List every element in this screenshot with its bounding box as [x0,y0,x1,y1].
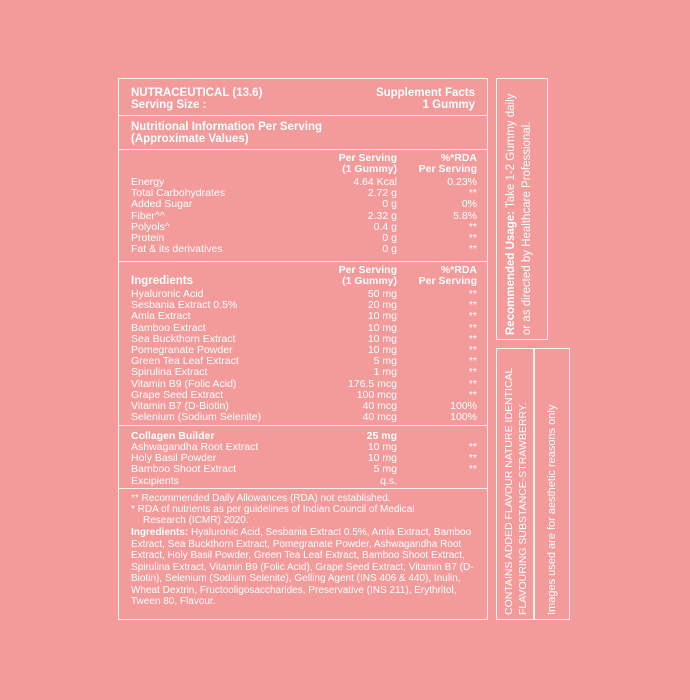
ingredient-row-rda: ** [468,332,477,345]
nutrition-info-title: Nutritional Information Per Serving [131,121,323,133]
collagen-row-value: 5 mg [373,463,397,476]
collagen-row-rda: ** [468,452,477,465]
rda-footnote: ** Recommended Daily Allowances (RDA) not established. [131,493,391,504]
nutrition-row-name: Polyols^ [131,220,170,233]
ingredient-row-name: Vitamin B9 (Folic Acid) [131,377,237,390]
ingredient-row-value: 100 mcg [356,388,397,401]
nutrition-row-name: Fat & its derivatives [131,243,223,256]
nutraceutical-title: NUTRACEUTICAL (13.6) [131,87,263,99]
collagen-row-name: Excipients [131,474,179,487]
ingredients-title: Ingredients [131,275,193,287]
nutrition-row-rda: ** [468,243,477,256]
icmr-footnote: * RDA of nutrients as per guidelines of Indian Council of Medical [131,504,415,515]
nutrition-row-value: 2.72 g [367,187,397,200]
collagen-builder-title: Collagen Builder [131,430,215,442]
collagen-row-name: Bamboo Shoot Extract [131,463,237,476]
flavour-line-1: CONTAINS ADDED FLAVOUR NATURE IDENTICAL [503,367,515,615]
ingredients-rda-header-sub: Per Serving [418,275,477,287]
nutrition-row-rda: 0.23% [447,176,477,188]
divider [119,115,487,116]
ingredient-row-value: 10 mg [367,332,397,345]
recommended-usage-box [496,78,548,340]
ingredients-serving-header: Per Serving [338,264,397,276]
collagen-row-value: q.s. [380,474,397,487]
nutrition-row-rda: ** [468,232,477,244]
serving-size-label: Serving Size : [131,99,207,111]
collagen-row-rda: ** [468,441,477,453]
nutrition-row-name: Fiber^^ [131,209,165,222]
usage-line-1 [505,94,518,335]
ingredient-row-rda: ** [468,310,477,323]
nutrition-row-name: Added Sugar [131,198,193,211]
ingredient-row-rda: ** [468,288,477,300]
collagen-row-value: 10 mg [367,452,397,465]
ingredient-row-value: 1 mg [373,366,397,379]
nutrition-row-value: 0 g [382,198,397,211]
ingredients-list-text: Hyaluronic Acid, Sesbania Extract 0.5%, Amla Extract, Bamboo Extract, Sea Buckthorn Extract, Pomegranate Powder, Ashwagandha Root Extract, Holy Basil Powder, Green Tea Leaf Extract, Bamboo Shoot Extract, Spirulina Extract, Vitamin B9 (Folic Acid), Grape Seed Extract, Vitamin B7 (D-Biotin), Selenium (Sodium Selenite), Gelling Agent (INS 406 & 440), Inulin, Wheat Dextrin, Fructooligosaccharides, Preservative (INS 211), Erythritol, Tween 80, Flavour. [131,527,474,607]
ingredient-row-rda: ** [468,366,477,379]
usage-text-1: Take 1-2 Gummy daily [505,93,517,212]
collagen-row-value: 10 mg [367,441,397,453]
usage-label: Recommended Usage: [505,211,517,335]
nutrition-row-value: 0.4 g [373,220,397,233]
aesthetic-disclaimer: Images used are for aesthetic reasons only [546,404,558,615]
ingredient-row-value: 176.5 mcg [347,377,397,390]
ingredient-row-name: Vitamin B7 (D-Biotin) [131,400,229,412]
ingredient-row-value: 40 mcg [362,411,397,424]
nutrition-row-value: 2.32 g [367,209,397,222]
nutrition-row-rda: 0% [461,198,477,211]
nutrition-info-subtitle: (Approximate Values) [131,133,249,145]
flavour-line-2: FLAVOURING SUBSTANCE-STRAWBERRY. [517,402,529,615]
nutrition-serving-header: Per Serving [338,152,397,164]
nutrition-row-name: Total Carbohydrates [131,187,225,200]
ingredient-row-name: Bamboo Extract [131,321,206,334]
usage-line-2: or as directed by Healthcare Professional. [521,121,533,335]
ingredient-row-rda: ** [468,377,477,390]
collagen-row-name: Holy Basil Powder [131,452,217,465]
ingredient-row-rda: ** [468,344,477,356]
ingredient-row-rda: 100% [450,411,477,424]
ingredients-rda-header: %*RDA [440,264,477,276]
supplement-facts-title: Supplement Facts [375,87,475,99]
ingredient-row-name: Amla Extract [131,310,191,323]
collagen-row-rda: ** [468,463,477,476]
nutrition-row-value: 4.64 Kcal [353,176,397,188]
ingredient-row-name: Hyaluronic Acid [131,288,204,300]
nutrition-row-value: 0 g [382,243,397,256]
ingredient-row-name: Sesbania Extract 0.5% [131,299,238,312]
collagen-row-name: Ashwagandha Root Extract [131,441,259,453]
icmr-footnote-cont: Research (ICMR) 2020. [143,515,249,526]
nutrition-rda-header-sub: Per Serving [418,163,477,175]
flavour-box [496,348,534,620]
ingredient-row-name: Green Tea Leaf Extract [131,355,239,368]
ingredients-list-label: Ingredients: [131,527,189,538]
nutrition-serving-header-sub: (1 Gummy) [342,163,397,175]
nutrition-row-name: Protein [131,232,165,244]
ingredient-row-rda: ** [468,321,477,334]
divider [119,425,487,426]
nutrition-rda-header: %*RDA [440,152,477,164]
ingredient-row-rda: 100% [450,400,477,412]
supplement-facts-panel [118,78,488,620]
nutrition-row-rda: ** [468,220,477,233]
ingredient-row-name: Selenium (Sodium Selenite) [131,411,262,424]
ingredient-row-value: 5 mg [373,355,397,368]
ingredient-row-rda: ** [468,355,477,368]
ingredient-row-name: Pomegranate Powder [131,344,233,356]
ingredient-row-value: 50 mg [367,288,397,300]
divider [119,149,487,150]
divider [119,488,487,489]
ingredient-row-rda: ** [468,388,477,401]
serving-size-value: 1 Gummy [422,99,475,111]
ingredient-row-value: 10 mg [367,310,397,323]
nutrition-row-name: Energy [131,176,165,188]
nutrition-row-rda: ** [468,187,477,200]
divider [119,261,487,262]
ingredients-list [131,527,481,608]
ingredient-row-value: 10 mg [367,321,397,334]
ingredient-row-value: 20 mg [367,299,397,312]
ingredient-row-value: 40 mcg [362,400,397,412]
nutrition-row-rda: 5.8% [453,209,477,222]
aesthetic-disclaimer-box [534,348,570,620]
ingredients-serving-header-sub: (1 Gummy) [342,275,397,287]
ingredient-row-name: Sea Buckthorn Extract [131,332,236,345]
ingredient-row-rda: ** [468,299,477,312]
nutrition-row-value: 0 g [382,232,397,244]
ingredient-row-value: 10 mg [367,344,397,356]
collagen-builder-value: 25 mg [366,430,397,442]
ingredient-row-name: Spirulina Extract [131,366,208,379]
ingredient-row-name: Grape Seed Extract [131,388,224,401]
